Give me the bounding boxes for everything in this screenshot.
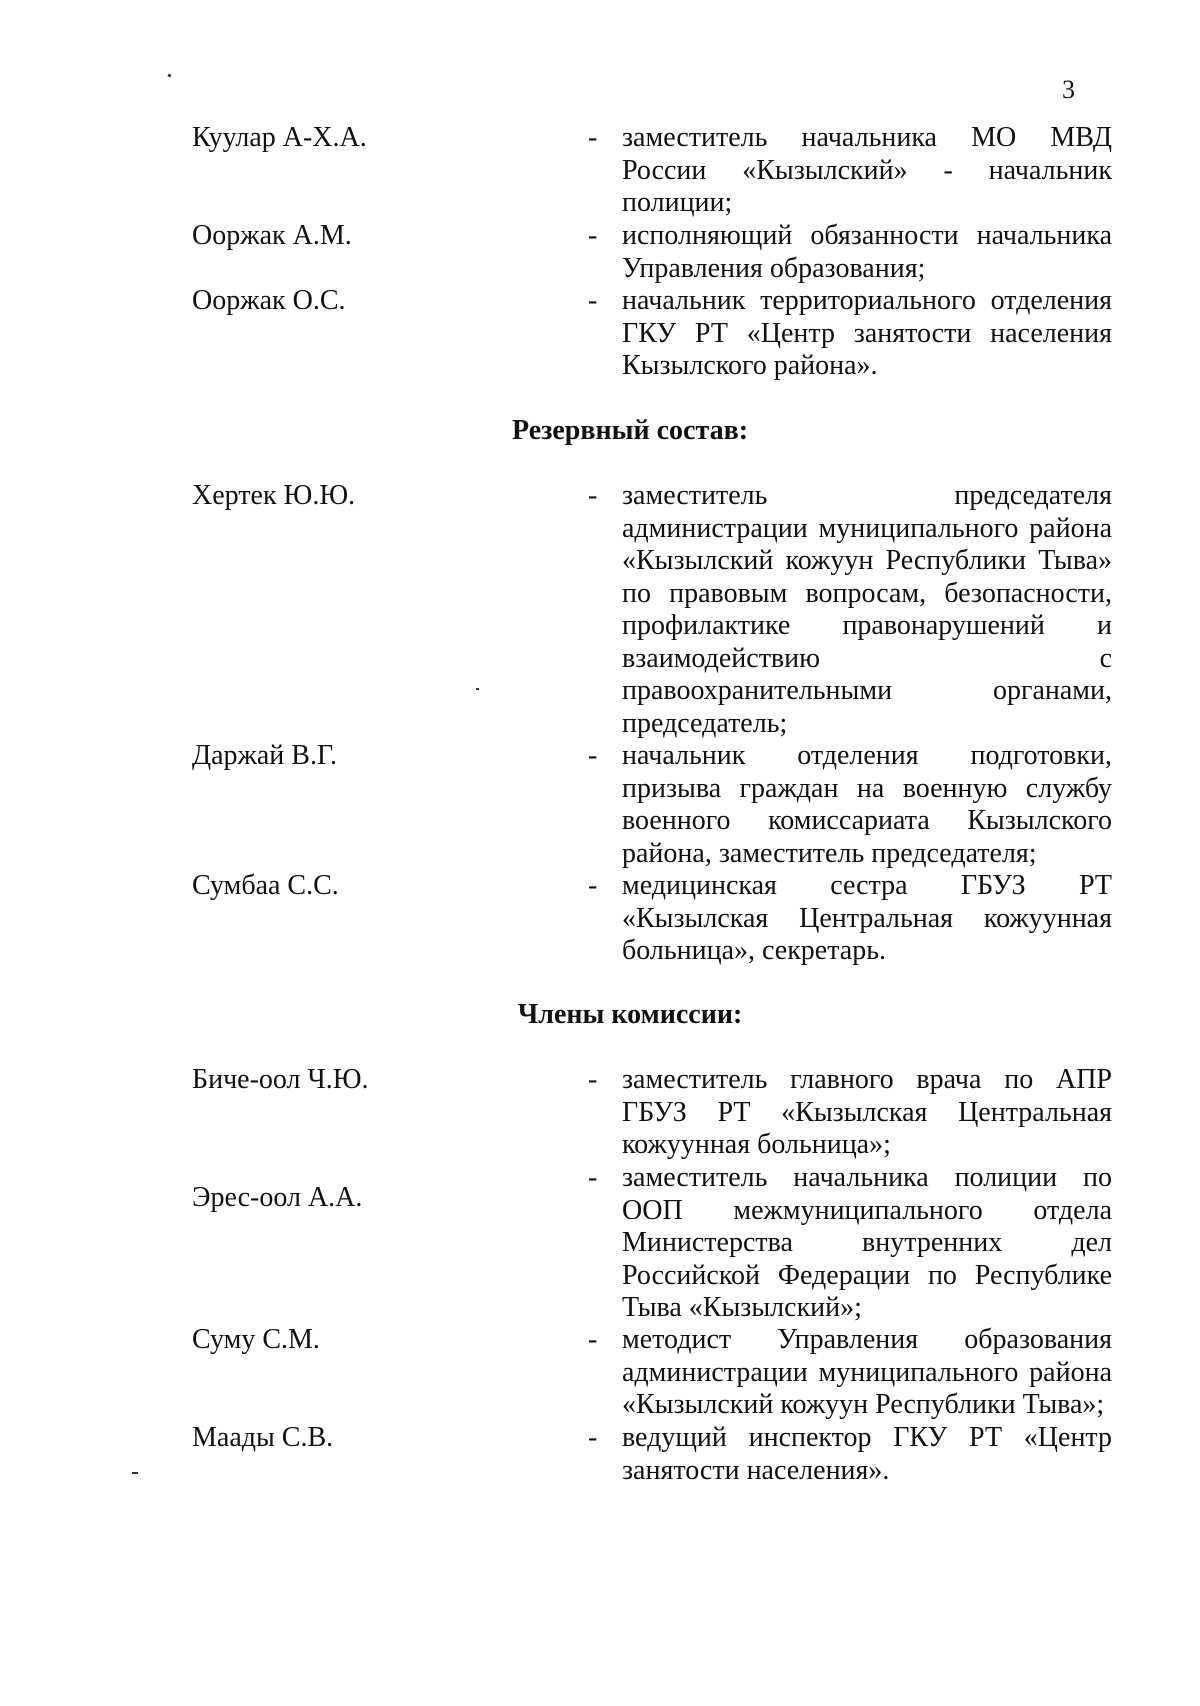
member-name: Маады С.В. [192, 1422, 334, 1453]
member-name: Сумбаа С.С. [192, 870, 339, 901]
member-dash: - [588, 1422, 598, 1453]
member-role: исполняющий обязанности начальника Управления образования; [622, 220, 1112, 284]
member-name: Эрес-оол А.А. [192, 1182, 363, 1213]
section-heading-commission: Члены комиссии: [517, 999, 743, 1030]
member-dash: - [588, 1324, 598, 1355]
scan-speck [476, 688, 479, 690]
member-role: методист Управления образования администрации муниципального района «Кызылский кожуун Республики Тыва»; [622, 1324, 1112, 1420]
member-dash: - [588, 122, 598, 153]
member-role: заместитель главного врача по АПР ГБУЗ РТ «Кызылская Центральная кожуунная больница»; [622, 1064, 1112, 1160]
member-role: медицинская сестра ГБУЗ РТ «Кызылская Центральная кожуунная больница», секретарь. [622, 870, 1112, 966]
member-name: Ооржак О.С. [192, 285, 346, 316]
member-dash: - [588, 740, 598, 771]
page-number: 3 [1062, 75, 1075, 104]
member-dash: - [588, 285, 598, 316]
member-role: начальник отделения подготовки, призыва граждан на военную службу военного комиссариата Кызылского района, заместитель председателя; [622, 740, 1112, 869]
member-dash: - [588, 1064, 598, 1095]
member-name: Хертек Ю.Ю. [192, 480, 356, 511]
member-role: ведущий инспектор ГКУ РТ «Центр занятости населения». [622, 1422, 1112, 1486]
member-dash: - [588, 1162, 598, 1193]
member-dash: - [588, 870, 598, 901]
member-name: Биче-оол Ч.Ю. [192, 1064, 369, 1095]
member-dash: - [588, 220, 598, 251]
member-role: начальник территориального отделения ГКУ РТ «Центр занятости населения Кызылского района». [622, 285, 1112, 381]
member-name: Ооржак А.М. [192, 220, 352, 251]
scan-speck [167, 73, 171, 77]
member-name: Суму С.М. [192, 1324, 320, 1355]
member-dash: - [588, 480, 598, 511]
member-name: Даржай В.Г. [192, 740, 337, 771]
member-role: заместитель председателя администрации муниципального района «Кызылский кожуун Республики Тыва» по правовым вопросам, безопасности, профилактике правонарушений и взаимодействию с правоохранительными органами, председатель; [622, 480, 1112, 739]
scan-speck [132, 1472, 138, 1474]
member-role: заместитель начальника МО МВД России «Кызылский» - начальник полиции; [622, 122, 1112, 218]
member-role: заместитель начальника полиции по ООП межмуниципального отдела Министерства внутренних дел Российской Федерации по Республике Тыва «Кызылский»; [622, 1162, 1112, 1323]
section-heading-reserve: Резервный состав: [511, 415, 749, 446]
member-name: Куулар А-Х.А. [192, 122, 367, 153]
